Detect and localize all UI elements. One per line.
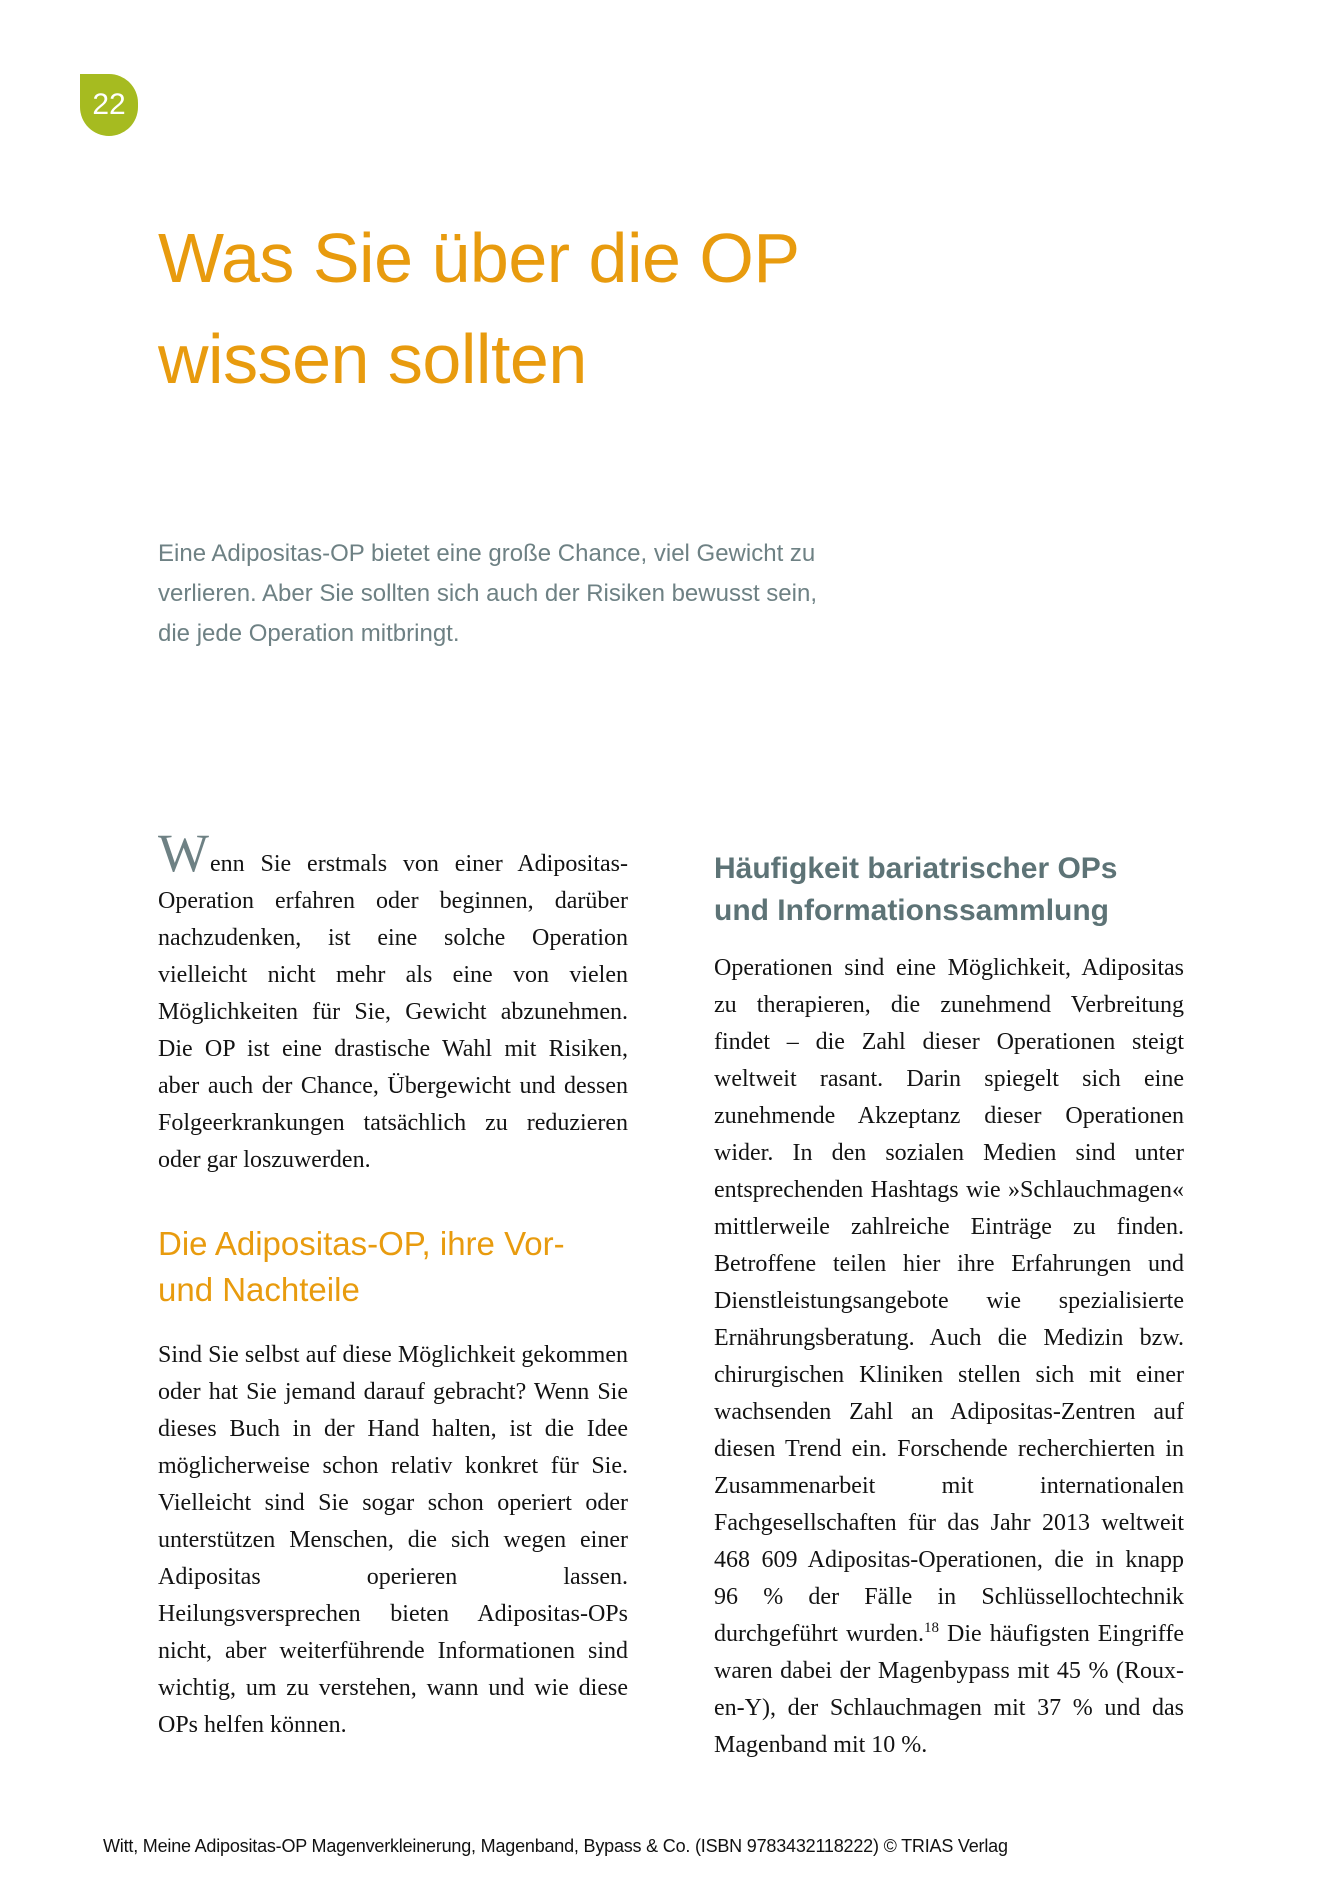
opening-paragraph-text: enn Sie erstmals von einer Adipositas-Operation erfahren oder beginnen, darüber nachzudenken, ist eine solche Operation vielleicht nicht mehr als eine von vielen Möglichkeiten für Sie, Gewicht abzunehmen. Die OP ist eine drastische Wahl mit Risiken, aber auch der Chance, Übergewicht und dessen Folgeerkrankungen tatsächlich zu reduzieren oder gar loszuwerden. — [158, 851, 628, 1173]
page-title: Was Sie über die OP wissen sollten — [158, 219, 800, 398]
raised-initial: W — [158, 823, 210, 883]
section-paragraph: Sind Sie selbst auf diese Möglichkeit gekommen oder hat Sie jemand darauf gebracht? Wenn Sie dieses Buch in der Hand halten, ist die Idee möglicherweise schon relativ konkret für Sie. Vielleicht sind Sie sogar schon operiert oder unterstützen Menschen, die sich wegen einer Adipositas operieren lassen. Heilungsversprechen bieten Adipositas-OPs nicht, aber weiterführende Informationen sind wichtig, um zu verstehen, wann und wie diese OPs helfen können. — [158, 1342, 628, 1738]
body-column-right — [714, 846, 1184, 1764]
body-column-left — [158, 823, 628, 1764]
two-column-body — [158, 823, 1184, 1764]
page-number: 22 — [92, 88, 126, 121]
page-number-badge — [80, 74, 138, 136]
intro-paragraph: Eine Adipositas-OP bietet eine große Chance, viel Gewicht zu verlieren. Aber Sie sollten sich auch der Risiken bewusst sein, die jede Operation mitbringt. — [158, 540, 817, 647]
footer-credit: Witt, Meine Adipositas-OP Magenverkleinerung, Magenband, Bypass & Co. (ISBN 9783432118222) © TRIAS Verlag — [103, 1836, 1008, 1856]
opening-paragraph — [158, 823, 628, 1179]
footnote-reference: 18 — [923, 1620, 939, 1636]
column-paragraph-text-before-ref: Operationen sind eine Möglichkeit, Adipositas zu therapieren, die zunehmend Verbreitung findet – die Zahl dieser Operationen steigt weltweit rasant. Darin spiegelt sich eine zunehmende Akzeptanz dieser Operationen wider. In den sozialen Medien sind unter entsprechenden Hashtags wie »Schlauchmagen« mittlerweile zahlreiche Einträge zu finden. Betroffene teilen hier ihre Erfahrungen und Dienstleistungsangebote wie spezialisierte Ernährungsberatung. Auch die Medizin bzw. chirurgischen Kliniken stellen sich mit einer wachsenden Zahl an Adipositas-Zentren auf diesen Trend ein. Forschende recherchierten in Zusammenarbeit mit internationalen Fachgesellschaften für das Jahr 2013 weltweit 468 609 Adipositas-Operationen, die in knapp 96 % der Fälle in Schlüssellochtechnik durchgeführt wurden. — [714, 955, 1184, 1647]
column-paragraph — [714, 950, 1184, 1764]
column-paragraph-text-after-ref: Die häufigsten Eingriffe waren dabei der Magenbypass mit 45 % (Roux-en-Y), der Schlauchmagen mit 37 % und das Magenband mit 10 %. — [714, 1621, 1184, 1758]
section-heading-adipositas-op: Die Adipositas-OP, ihre Vor- und Nachteile — [158, 1225, 565, 1308]
column-heading-haeufigkeit: Häufigkeit bariatrischer OPs und Informationssammlung — [714, 852, 1118, 927]
